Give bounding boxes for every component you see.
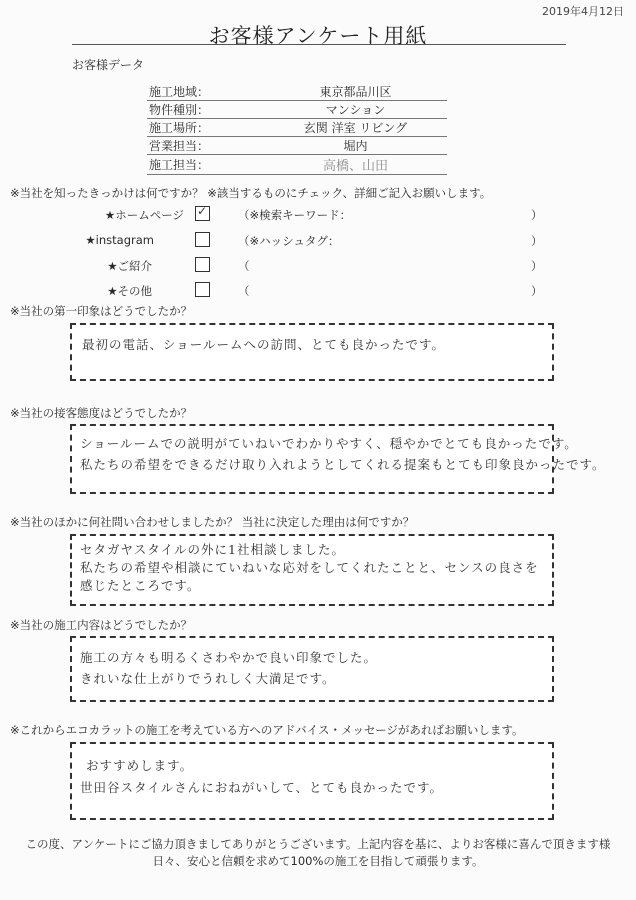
answer-line: 私たちの希望をできるだけ取り入れようとしてくれる提案もとても印象良かったです。 — [80, 457, 606, 472]
option-detail-other: （ — [238, 284, 250, 298]
answer-box-advice[interactable] — [70, 742, 554, 820]
answer-box-other-companies[interactable] — [70, 534, 554, 606]
customer-data-label: お客様データ — [72, 58, 145, 72]
option-close-other: ） — [531, 284, 543, 298]
answer-line: 世田谷スタイルさんにおねがいして、とても良かったです。 — [80, 780, 444, 795]
customer-info-table — [147, 83, 447, 175]
info-value: 東京都品川区 — [264, 83, 447, 101]
answer-line: ショールームでの説明がていねいでわかりやすく、穏やかでとても良かったです。 — [80, 436, 578, 451]
answer-line: おすすめします。 — [86, 758, 194, 773]
info-key: 施工場所： — [147, 119, 264, 137]
page-title: お客様アンケート用紙 — [208, 24, 428, 48]
option-close-instagram: ） — [531, 234, 543, 248]
title-divider — [72, 44, 566, 45]
checkbox-instagram[interactable] — [195, 232, 210, 247]
option-label-other: ★その他 — [107, 284, 152, 298]
info-value: 玄関 洋室 リビング — [264, 119, 447, 137]
question-6: ※これからエコカラットの施工を考えている方へのアドバイス・メッセージがあればお願いします。 — [10, 723, 524, 737]
info-row-property-type — [147, 101, 447, 119]
option-detail-instagram: （※ハッシュタグ： — [238, 234, 340, 248]
footer-line-2: 日々、安心と信頼を求めて100%の施工を目指して頑張ります。 — [152, 854, 484, 868]
checkbox-referral[interactable] — [195, 257, 210, 272]
check-mark-icon: ✓ — [197, 204, 208, 218]
info-key: 施工地域： — [147, 83, 264, 101]
info-value: 堀内 — [264, 137, 447, 155]
info-key: 施工担当： — [147, 155, 264, 175]
answer-line: 施工の方々も明るくさわやかで良い印象でした。 — [80, 650, 378, 665]
question-1: ※当社を知ったきっかけは何ですか？ ※該当するものにチェック、詳細ご記入お願いします。 — [10, 186, 492, 200]
question-4: ※当社のほかに何社問い合わせしましたか？ 当社に決定した理由は何ですか？ — [10, 515, 415, 529]
checkbox-other[interactable] — [195, 282, 210, 297]
answer-box-service-attitude[interactable] — [70, 424, 606, 494]
checkbox-homepage[interactable] — [195, 206, 210, 221]
info-value: マンション — [264, 101, 447, 119]
info-row-installer — [147, 155, 447, 175]
footer-line-1: この度、アンケートにご協力頂きましてありがとうございます。上記内容を基に、よりお客様に喜んで頂きます様 — [25, 837, 611, 851]
answer-line: 最初の電話、ショールームへの訪問、とても良かったです。 — [82, 337, 446, 352]
info-value-handwritten: 高橋、山田 — [264, 155, 447, 175]
answer-box-construction[interactable] — [70, 636, 554, 702]
answer-box-first-impression[interactable] — [70, 323, 554, 381]
info-row-sales-rep — [147, 137, 447, 155]
option-label-instagram: ★instagram — [85, 233, 154, 247]
answer-line: 私たちの希望や相談にていねいな応対をしてくれたことと、センスの良さを — [80, 560, 539, 575]
info-row-area — [147, 83, 447, 101]
answer-line: きれいな仕上がりでうれしく大満足です。 — [80, 671, 336, 686]
question-2: ※当社の第一印象はどうでしたか？ — [10, 304, 193, 318]
option-close-referral: ） — [531, 259, 543, 273]
option-label-referral: ★ご紹介 — [107, 259, 152, 273]
option-label-homepage: ★ホームページ — [104, 208, 184, 222]
option-detail-homepage: （※検索キーワード： — [238, 208, 352, 222]
survey-date: 2019年4月12日 — [542, 5, 624, 18]
option-close-homepage: ） — [531, 208, 543, 222]
answer-line: 感じたところです。 — [80, 578, 201, 593]
info-key: 営業担当： — [147, 137, 264, 155]
info-key: 物件種別： — [147, 101, 264, 119]
answer-line: セタガヤスタイルの外に1社相談しました。 — [80, 542, 345, 557]
question-5: ※当社の施工内容はどうでしたか？ — [10, 618, 193, 632]
question-3: ※当社の接客態度はどうでしたか？ — [10, 406, 193, 420]
option-detail-referral: （ — [238, 259, 250, 273]
info-row-location — [147, 119, 447, 137]
